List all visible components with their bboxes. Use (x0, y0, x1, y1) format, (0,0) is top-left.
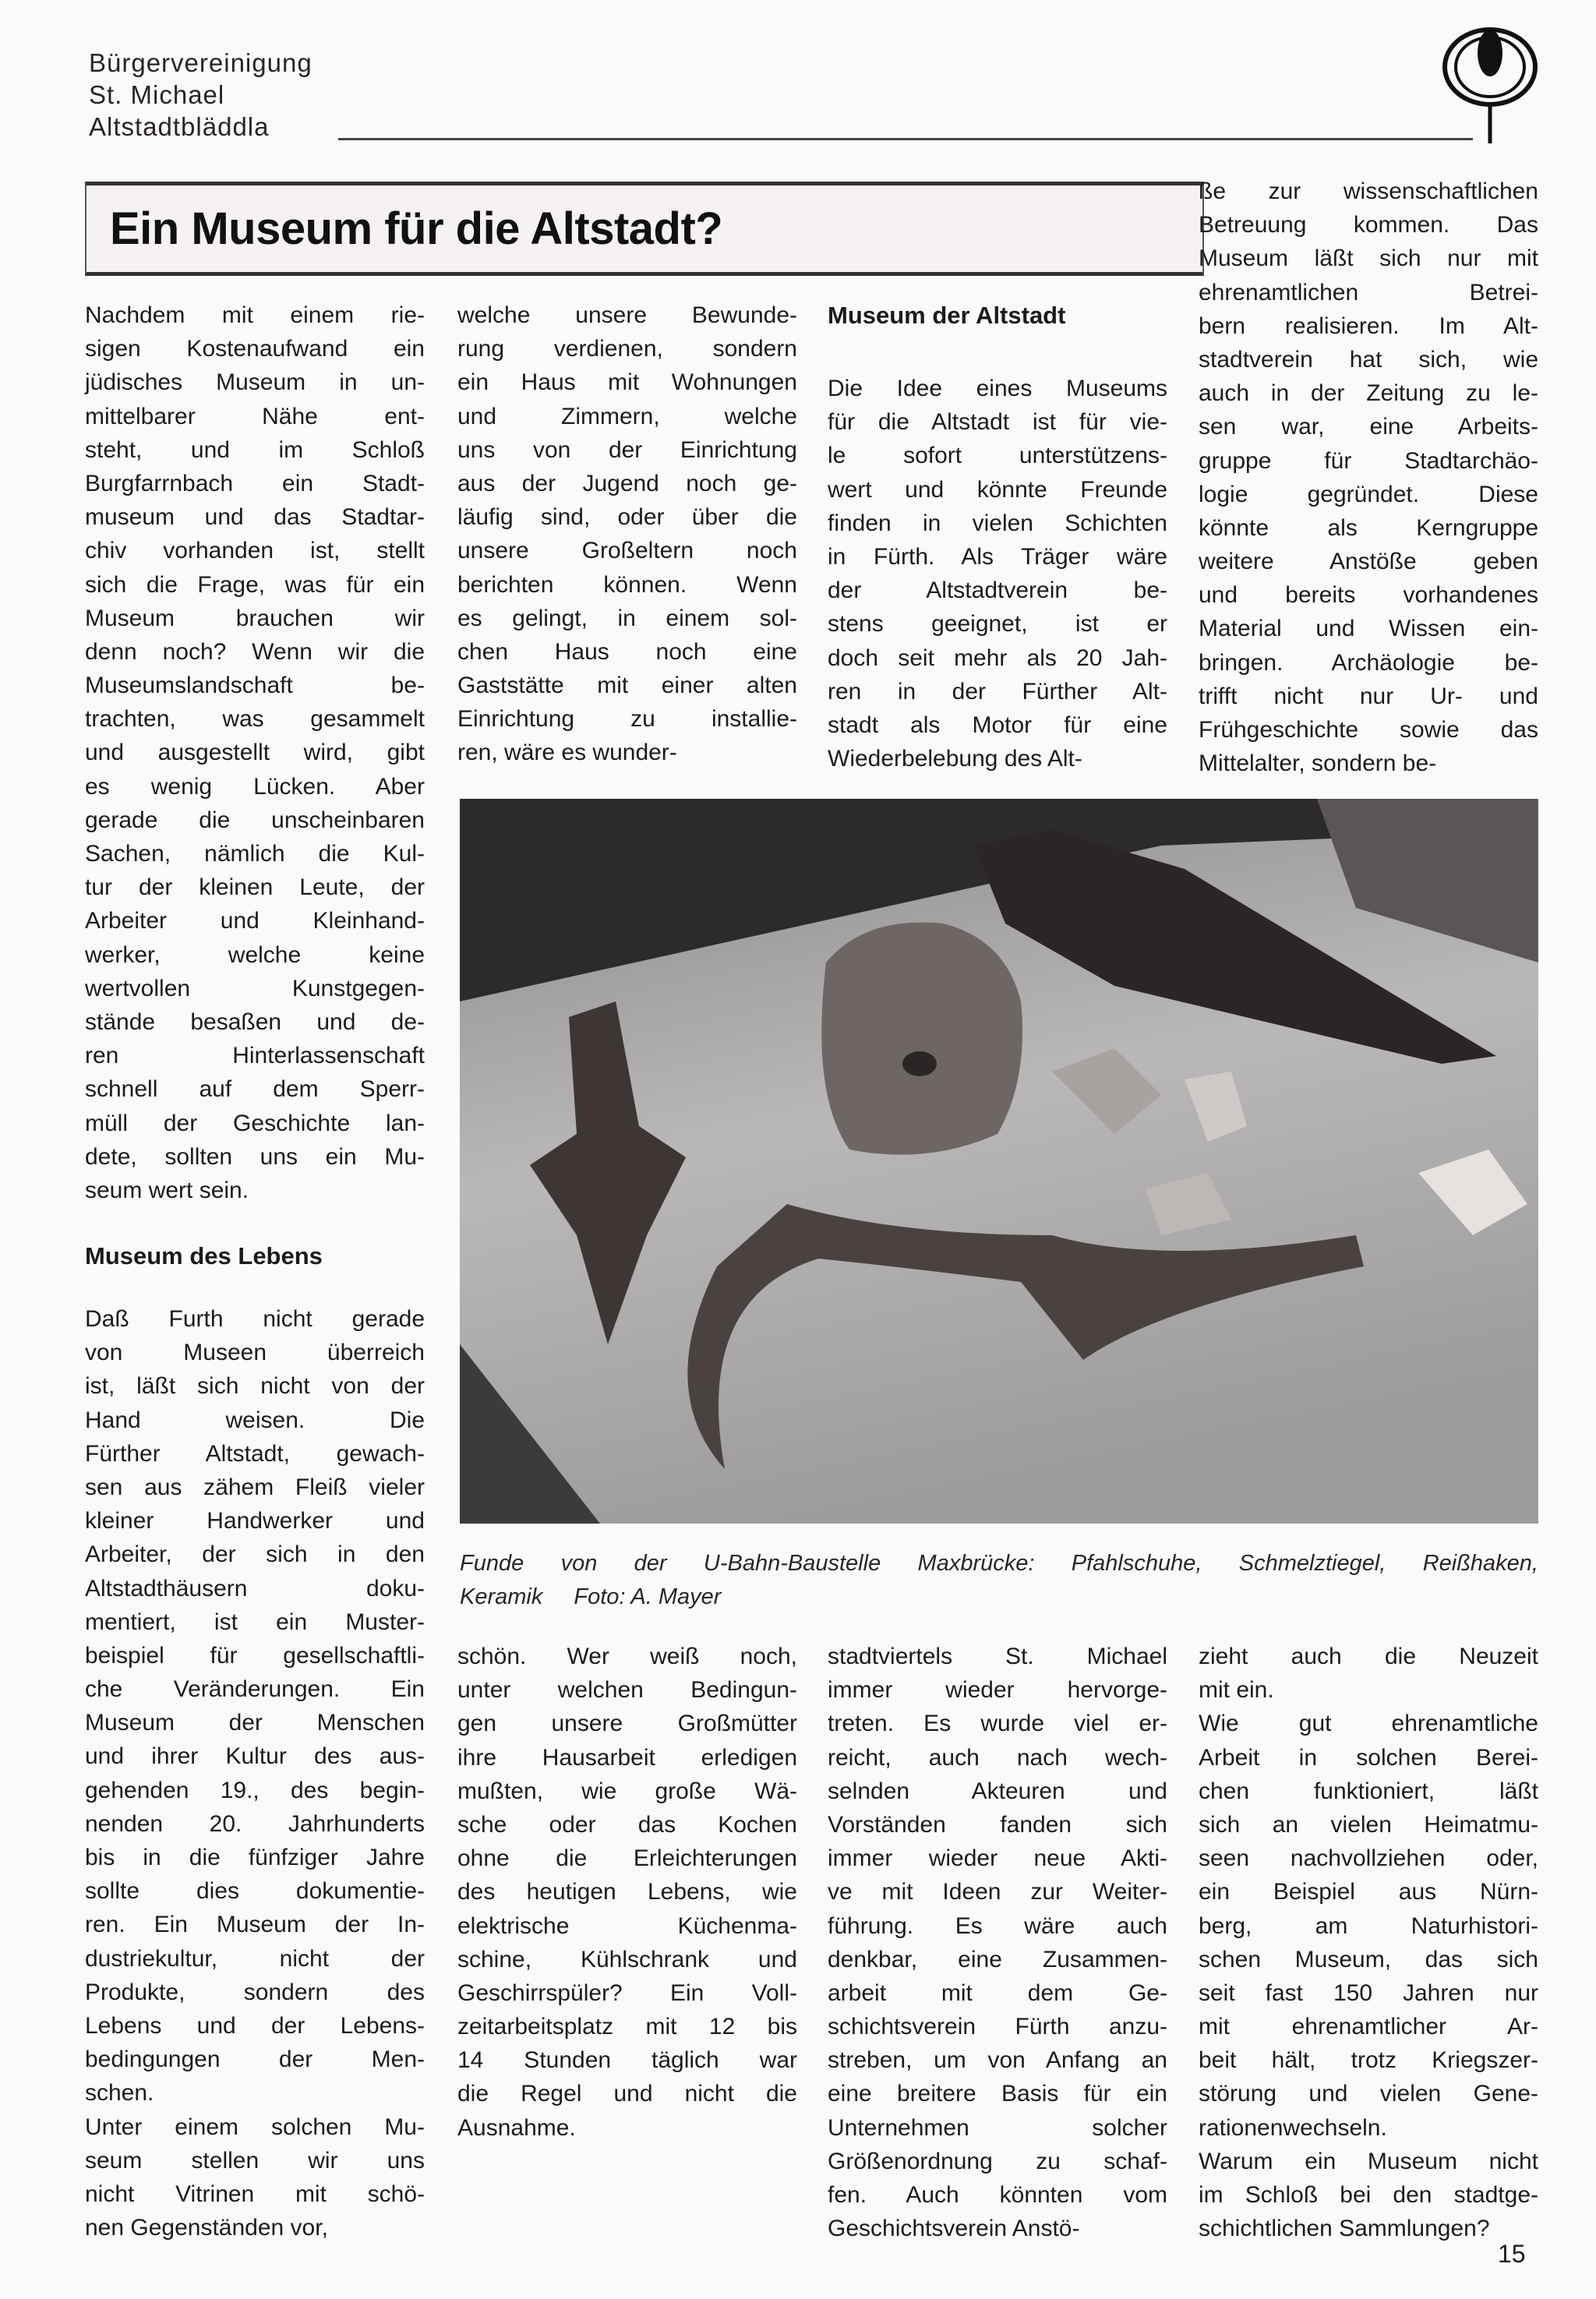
text-line: es gelingt, in einem sol- (457, 605, 797, 631)
text-line: Lebens und der Lebens- (85, 2012, 425, 2039)
text-line: logie gegründet. Diese (1199, 481, 1538, 507)
article-title: Ein Museum für die Altstadt? (110, 203, 723, 254)
text-line: gerade die unscheinbaren (85, 807, 425, 833)
text-line: ohne die Erleichterungen (457, 1845, 797, 1872)
text-line: schen Museum, das sich (1199, 1946, 1538, 1972)
text-line: Ausnahme. (457, 2114, 576, 2141)
text-line: müll der Geschichte lan- (85, 1110, 425, 1136)
text-line: treten. Es wurde viel er- (828, 1711, 1167, 1737)
column-2-top (457, 298, 797, 770)
text-line: der Altstadtverein be- (828, 577, 1167, 604)
text-line: Vorständen fanden sich (828, 1811, 1167, 1838)
tree-logo-icon (1440, 26, 1540, 143)
page-number: 15 (1498, 2240, 1526, 2268)
text-line: ren, wäre es wunder- (457, 740, 677, 766)
text-line: zeitarbeitsplatz mit 12 bis (457, 2014, 797, 2040)
text-line: Unternehmen solcher (828, 2114, 1167, 2141)
text-line: che Veränderungen. Ein (85, 1676, 425, 1703)
title-box (85, 182, 1204, 276)
text-line: Gaststätte mit einer alten (457, 673, 797, 699)
text-line: nen Gegenständen vor, (85, 2215, 328, 2241)
column-2-bottom (457, 1640, 797, 2145)
text-line: denn noch? Wenn wir die (85, 638, 425, 665)
text-line: auch in der Zeitung zu le- (1199, 380, 1538, 407)
text-line: sollte dies dokumentie- (85, 1878, 425, 1905)
text-line: rationenwechseln. (1199, 2114, 1387, 2141)
text-line: schine, Kühlschrank und (457, 1946, 797, 1972)
text-line: ve mit Ideen zur Weiter- (828, 1879, 1167, 1905)
text-line: stens geeignet, ist er (828, 611, 1167, 637)
text-line: ein Beispiel aus Nürn- (1199, 1879, 1538, 1905)
text-line: chen Haus noch eine (457, 638, 797, 665)
text-line: Museumslandschaft be- (85, 673, 425, 699)
text-line: Arbeiter und Kleinhand- (85, 908, 425, 934)
text-line: gehenden 19., des begin- (85, 1777, 425, 1803)
text-line: Wiederbelebung des Alt- (828, 746, 1082, 772)
text-line: ren in der Fürther Alt- (828, 678, 1167, 705)
text-line: museum und das Stadtar- (85, 504, 425, 531)
text-line: Frühgeschichte sowie das (1199, 717, 1538, 743)
text-line: wertvollen Kunstgegen- (85, 975, 425, 1001)
text-line: sich an vielen Heimatmu- (1199, 1811, 1538, 1838)
text-line: mittelbarer Nähe ent- (85, 403, 425, 429)
text-line: schnell auf dem Sperr- (85, 1076, 425, 1103)
publication-header (89, 47, 312, 143)
artifacts-photo (460, 799, 1538, 1524)
text-line: mit ehrenamtlicher Ar- (1199, 2014, 1538, 2040)
text-line: gen unsere Großmütter (457, 1711, 797, 1737)
text-line: welche unsere Bewunde- (457, 302, 797, 328)
text-line: chiv vorhanden ist, stellt (85, 538, 425, 564)
text-line: Sachen, nämlich die Kul- (85, 841, 425, 867)
text-line: Geschichtsverein Anstö- (828, 2216, 1080, 2242)
column-4-bottom (1199, 1640, 1538, 2245)
text-line: uns von der Einrichtung (457, 436, 797, 463)
text-line: gruppe für Stadtarchäo- (1199, 447, 1538, 474)
text-line: Museum läßt sich nur mit (1199, 245, 1538, 272)
text-line: sen aus zähem Fleiß vieler (85, 1474, 425, 1500)
text-line: nenden 20. Jahrhunderts (85, 1810, 425, 1837)
text-line: immer wieder neue Akti- (828, 1845, 1167, 1872)
subheading-museum-der-altstadt: Museum der Altstadt (828, 302, 1066, 329)
text-line: von Museen überreich (85, 1340, 425, 1366)
text-line: zieht auch die Neuzeit (1199, 1644, 1538, 1669)
text-line: beit hält, trotz Kriegszer- (1199, 2047, 1538, 2074)
text-line: könnte als Kerngruppe (1199, 514, 1538, 541)
text-line: jüdisches Museum in un- (85, 369, 425, 396)
header-line: St. Michael (89, 80, 225, 109)
text-line: die Regel und nicht die (457, 2081, 797, 2107)
text-line: rung verdienen, sondern (457, 336, 797, 362)
text-line: stände besaßen und de- (85, 1008, 425, 1035)
text-line: Daß Furth nicht gerade (85, 1306, 425, 1332)
text-line: bedingungen der Men- (85, 2046, 425, 2073)
text-line: sich die Frage, was für ein (85, 571, 425, 598)
text-line: Nachdem mit einem rie- (85, 302, 425, 328)
column-3-bottom (828, 1640, 1167, 2245)
text-line: schen. (85, 2080, 154, 2107)
text-line: arbeit mit dem Ge- (828, 1979, 1167, 2006)
caption-line-1: Funde von der U-Bahn-Baustelle Maxbrücke: Pfahlschuhe, Schmelztiegel, Reißhaken, (460, 1551, 1538, 1576)
text-line: störung und vielen Gene- (1199, 2081, 1538, 2107)
text-line: seum stellen wir uns (85, 2147, 425, 2174)
text-line: kleiner Handwerker und (85, 1508, 425, 1534)
text-line: Geschirrspüler? Ein Voll- (457, 1979, 797, 2006)
text-line: beispiel für gesellschaftli- (85, 1642, 425, 1669)
text-line: bringen. Archäologie be- (1199, 649, 1538, 676)
text-line: ren. Ein Museum der In- (85, 1912, 425, 1938)
text-line: Museum der Menschen (85, 1710, 425, 1736)
text-line: immer wieder hervorge- (828, 1677, 1167, 1704)
text-line: Betreuung kommen. Das (1199, 212, 1538, 238)
text-line: berichten können. Wenn (457, 571, 797, 598)
text-line: Mittelalter, sondern be- (1199, 750, 1437, 777)
text-line: tur der kleinen Leute, der (85, 874, 425, 901)
subheading-museum-des-lebens: Museum des Lebens (85, 1242, 323, 1270)
photo-caption (460, 1547, 1538, 1614)
text-line: steht, und im Schloß (85, 436, 425, 463)
text-line: in Fürth. Als Träger wäre (828, 543, 1167, 570)
text-line: seum wert sein. (85, 1177, 249, 1203)
text-line: le sofort unterstützens- (828, 443, 1167, 469)
text-line: Einrichtung zu installie- (457, 706, 797, 733)
text-line: stadtviertels St. Michael (828, 1644, 1167, 1669)
text-line: des heutigen Lebens, wie (457, 1879, 797, 1905)
column-1-top (85, 298, 425, 1207)
text-line: berg, am Naturhistori- (1199, 1912, 1538, 1939)
text-line: für die Altstadt ist für vie- (828, 409, 1167, 436)
text-line: Material und Wissen ein- (1199, 616, 1538, 642)
text-line: Unter einem solchen Mu- (85, 2114, 425, 2140)
text-line: seit fast 150 Jahren nur (1199, 1979, 1538, 2006)
text-line: selnden Akteuren und (828, 1778, 1167, 1804)
text-line: ein Haus mit Wohnungen (457, 369, 797, 396)
text-line: läufig sind, oder über die (457, 504, 797, 531)
text-line: wert und könnte Freunde (828, 476, 1167, 503)
text-line: Die Idee eines Museums (828, 376, 1167, 401)
text-line: dete, sollten uns ein Mu- (85, 1143, 425, 1170)
text-line: schön. Wer weiß noch, (457, 1644, 797, 1669)
text-line: bis in die fünfziger Jahre (85, 1845, 425, 1870)
text-line: im Schloß bei den stadtge- (1199, 2182, 1538, 2208)
text-line: Museum brauchen wir (85, 605, 425, 631)
text-line: Größenordnung zu schaf- (828, 2148, 1167, 2174)
text-line: ihre Hausarbeit erledigen (457, 1744, 797, 1771)
text-line: nicht Vitrinen mit schö- (85, 2181, 425, 2207)
text-line: und ausgestellt wird, gibt (85, 740, 425, 766)
text-line: unter welchen Bedingun- (457, 1677, 797, 1704)
text-line: sen war, eine Arbeits- (1199, 414, 1538, 440)
text-line: und bereits vorhandenes (1199, 582, 1538, 609)
text-line: streben, um von Anfang an (828, 2047, 1167, 2074)
text-line: reicht, auch nach wech- (828, 1744, 1167, 1771)
text-line: Fürther Altstadt, gewach- (85, 1440, 425, 1467)
text-line: mit ein. (1199, 1677, 1274, 1704)
text-line: doch seit mehr als 20 Jah- (828, 644, 1167, 671)
text-line: sche oder das Kochen (457, 1811, 797, 1838)
text-line: weitere Anstöße geben (1199, 549, 1538, 575)
text-line: ren Hinterlassenschaft (85, 1043, 425, 1069)
text-line: führung. Es wäre auch (828, 1912, 1167, 1939)
text-line: werker, welche keine (85, 941, 425, 968)
text-line: und ihrer Kultur des aus- (85, 1743, 425, 1770)
text-line: elektrische Küchenma- (457, 1912, 797, 1939)
text-line: chen funktioniert, läßt (1199, 1778, 1538, 1804)
photo-credit: Foto: A. Mayer (574, 1584, 722, 1609)
column-1-bottom (85, 1302, 425, 2244)
caption-line-2: Keramik (460, 1584, 543, 1609)
text-line: Warum ein Museum nicht (1199, 2148, 1538, 2174)
text-line: ehrenamtlichen Betrei- (1199, 279, 1538, 305)
header-line: Altstadtbläddla (89, 112, 270, 141)
text-line: Produkte, sondern des (85, 1979, 425, 2005)
text-line: mußten, wie große Wä- (457, 1778, 797, 1804)
text-line: finden in vielen Schichten (828, 510, 1167, 536)
text-line: aus der Jugend noch ge- (457, 470, 797, 496)
header-rule (338, 138, 1473, 140)
text-line: bern realisieren. Im Alt- (1199, 313, 1538, 339)
column-4-top (1199, 175, 1538, 780)
text-line: stadt als Motor für eine (828, 712, 1167, 738)
text-line: fen. Auch könnten vom (828, 2182, 1167, 2208)
text-line: Wie gut ehrenamtliche (1199, 1711, 1538, 1737)
text-line: Hand weisen. Die (85, 1407, 425, 1433)
text-line: ße zur wissenschaftlichen (1199, 178, 1538, 204)
text-line: sigen Kostenaufwand ein (85, 336, 425, 362)
text-line: stadtverein hat sich, wie (1199, 346, 1538, 373)
text-line: ist, läßt sich nicht von der (85, 1373, 425, 1400)
text-line: denkbar, eine Zusammen- (828, 1946, 1167, 1972)
text-line: Arbeiter, der sich in den (85, 1541, 425, 1568)
column-3-top (828, 372, 1167, 775)
text-line: trifft nicht nur Ur- und (1199, 683, 1538, 709)
text-line: mentiert, ist ein Muster- (85, 1609, 425, 1635)
text-line: Burgfarrnbach ein Stadt- (85, 470, 425, 496)
text-line: unsere Großeltern noch (457, 538, 797, 564)
text-line: trachten, was gesammelt (85, 706, 425, 733)
text-line: dustriekultur, nicht der (85, 1945, 425, 1972)
text-line: eine breitere Basis für ein (828, 2081, 1167, 2107)
text-line: schichtsverein Fürth anzu- (828, 2014, 1167, 2040)
text-line: es wenig Lücken. Aber (85, 773, 425, 800)
text-line: seen nachvollziehen oder, (1199, 1845, 1538, 1872)
text-line: 14 Stunden täglich war (457, 2047, 797, 2074)
text-line: Altstadthäusern doku- (85, 1575, 425, 1602)
text-line: schichtlichen Sammlungen? (1199, 2216, 1490, 2242)
text-line: und Zimmern, welche (457, 403, 797, 429)
text-line: Arbeit in solchen Berei- (1199, 1744, 1538, 1771)
header-line: Bürgervereinigung (89, 48, 312, 77)
